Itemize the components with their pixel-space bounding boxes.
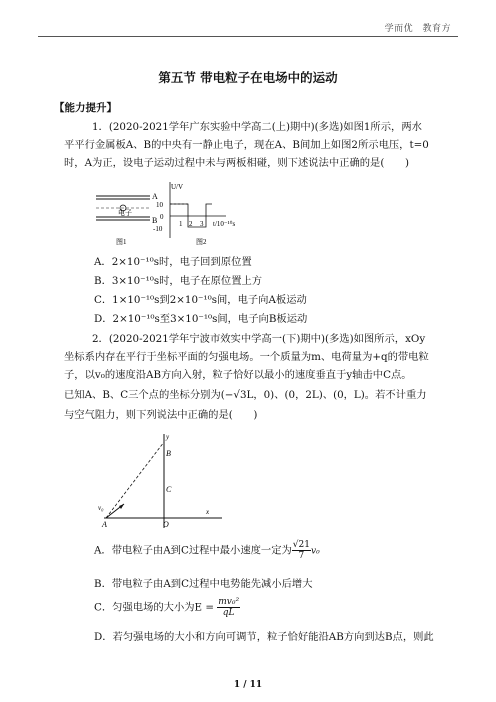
tick-x-2: 2: [189, 220, 193, 228]
axis-x-label: x: [206, 508, 210, 516]
tick-0: 0: [160, 213, 164, 221]
q1-line-2: 平平行金属板A、B的中央有一静止电子，现在A、B间加上如图2所示电压，t=0: [64, 139, 429, 151]
y-axis-label: U/V: [171, 183, 184, 191]
page-title: 第五节 带电粒子在电场中的运动: [158, 70, 338, 85]
section-heading: 【能力提升】: [54, 102, 117, 114]
figure-2-caption: 图2: [196, 238, 207, 246]
point-a-label: A: [102, 520, 107, 529]
q2-line-3: 子，以v₀的速度沿AB方向入射，粒子恰好以最小的速度垂直于y轴击中C点。: [64, 369, 412, 381]
fraction-sqrt21-over-7: $\frac{√21}{7}$: [292, 540, 310, 561]
plate-a-label: A: [152, 192, 158, 201]
velocity-label: v₀: [98, 504, 104, 512]
tick-x-3: 3: [200, 220, 204, 228]
q2-option-c-text: C．匀强电场的大小为E =: [94, 601, 218, 614]
origin-label: O: [163, 520, 169, 529]
q2-line-5: 与空气阻力，则下列说法中正确的是( ): [64, 409, 258, 421]
q1-option-b: B．3×10⁻¹⁰s时，电子在原位置上方: [94, 275, 263, 287]
tick-10: 10: [156, 201, 163, 209]
q2-line-4: 已知A、B、C三个点的坐标分别为(−√3L，0)、(0，2L)、(0，L)。若不计重力: [64, 389, 427, 401]
header-brand: 学而优 教育方: [384, 24, 451, 34]
q2-option-b: B．带电粒子由A到C过程中电势能先减小后增大: [94, 578, 313, 590]
q2-line-1: 2．(2020-2021学年宁波市效实中学高一(下)期中)(多选)如图所示，xOy: [92, 333, 426, 345]
point-c-label: C: [166, 485, 172, 494]
plate-b-label: B: [152, 216, 158, 225]
q1-option-d: D．2×10⁻¹⁰s至3×10⁻¹⁰s间，电子向B板运动: [94, 313, 308, 325]
q1-option-a: A．2×10⁻¹⁰s时，电子回到原位置: [94, 256, 252, 268]
q2-option-c: [94, 597, 240, 618]
page-number: 1 / 11: [233, 680, 263, 690]
tick-x-1: 1: [179, 220, 183, 228]
figure-1-caption: 图1: [116, 238, 127, 246]
header-divider: [38, 36, 458, 37]
point-b-label: B: [166, 449, 171, 458]
q1-line-3: 时，A为正，设电子运动过程中未与两板相碰，则下述说法中正确的是( ): [64, 157, 409, 169]
axis-y-label: y: [166, 433, 170, 441]
figure-2-voltage-graph: [150, 178, 260, 250]
tick-neg10: -10: [153, 225, 163, 233]
x-axis-label: t/10⁻¹⁰s: [213, 220, 236, 228]
q1-line-1: 1．(2020-2021学年广东实验中学高二(上)期中)(多选)如图1所示，两水: [92, 121, 422, 133]
q1-option-c: C．1×10⁻¹⁰s到2×10⁻¹⁰s间，电子向A板运动: [94, 294, 307, 306]
q2-option-a-text: A．带电粒子由A到C过程中最小速度一定为: [94, 544, 292, 557]
q2-line-2: 坐标系内存在平行于坐标平面的匀强电场。一个质量为m、电荷量为+q的带电粒: [64, 351, 429, 363]
q2-option-d: D．若匀强电场的大小和方向可调节，粒子恰好能沿AB方向到达B点，则此: [94, 631, 434, 643]
electron-label: 电子: [118, 209, 132, 217]
figure-3-coordinate-diagram: [92, 430, 232, 530]
q2-option-a-v0: v₀: [310, 546, 320, 557]
q2-option-a: [94, 540, 320, 561]
fraction-mv0-over-qL: $\frac{\text{mv₀²}}{qL}$: [218, 597, 240, 618]
